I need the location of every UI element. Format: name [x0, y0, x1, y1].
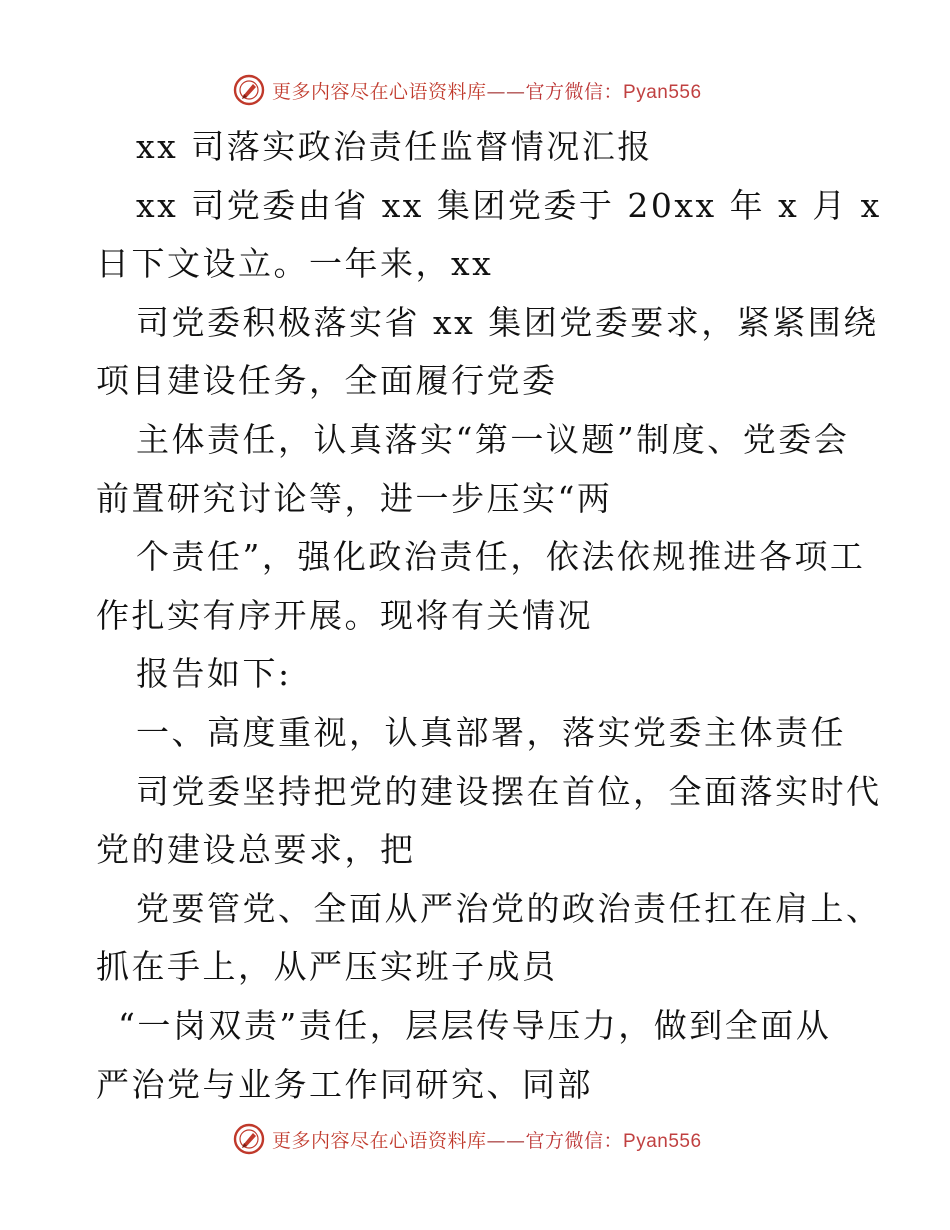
text-line: 日下文设立。一年来，xx	[96, 244, 494, 284]
text-line: 党要管党、全面从严治党的政治责任扛在肩上、	[136, 888, 882, 928]
watermark-brand: 更多内容尽在心语资料库	[272, 1129, 487, 1152]
text-line: 前置研究讨论等，进一步压实“两	[96, 478, 613, 518]
text-line: 党的建设总要求，把	[96, 830, 416, 870]
section-heading: 一、高度重视，认真部署，落实党委主体责任	[136, 712, 846, 752]
watermark-wechat-label: 官方微信：	[525, 1129, 624, 1152]
text-line: 报告如下:	[136, 654, 292, 694]
text-line: 项目建设任务，全面履行党委	[96, 361, 558, 401]
text-line: 个责任”，强化政治责任，依法依规推进各项工	[136, 537, 866, 577]
pen-nib-seal-icon	[232, 1122, 266, 1156]
watermark-wechat-id: Pyan556	[623, 1130, 702, 1152]
footer-watermark	[232, 1121, 752, 1157]
watermark-text	[272, 1126, 702, 1153]
watermark-separator: ——	[486, 80, 526, 103]
text-line: 抓在手上，从严压实班子成员	[96, 947, 558, 987]
document-title: xx 司落实政治责任监督情况汇报	[136, 127, 653, 166]
watermark-wechat-id: Pyan556	[623, 81, 702, 103]
document-body	[96, 118, 882, 1114]
text-line: 严治党与业务工作同研究、同部	[96, 1064, 593, 1104]
watermark-separator: ——	[486, 1129, 526, 1152]
text-line: 司党委坚持把党的建设摆在首位，全面落实时代	[136, 771, 882, 811]
header-watermark	[232, 72, 752, 108]
text-line: 司党委积极落实省 xx 集团党委要求，紧紧围绕	[136, 302, 879, 342]
watermark-text	[272, 77, 702, 104]
text-line: xx 司党委由省 xx 集团党委于 20xx 年 x 月 x	[136, 185, 882, 225]
pen-nib-seal-icon	[232, 73, 266, 107]
watermark-brand: 更多内容尽在心语资料库	[272, 80, 487, 103]
text-line: 主体责任，认真落实“第一议题”制度、党委会	[136, 419, 850, 459]
watermark-wechat-label: 官方微信：	[525, 80, 624, 103]
text-line: “一岗双责”责任，层层传导压力，做到全面从	[118, 1005, 832, 1045]
text-line: 作扎实有序开展。现将有关情况	[96, 595, 593, 635]
